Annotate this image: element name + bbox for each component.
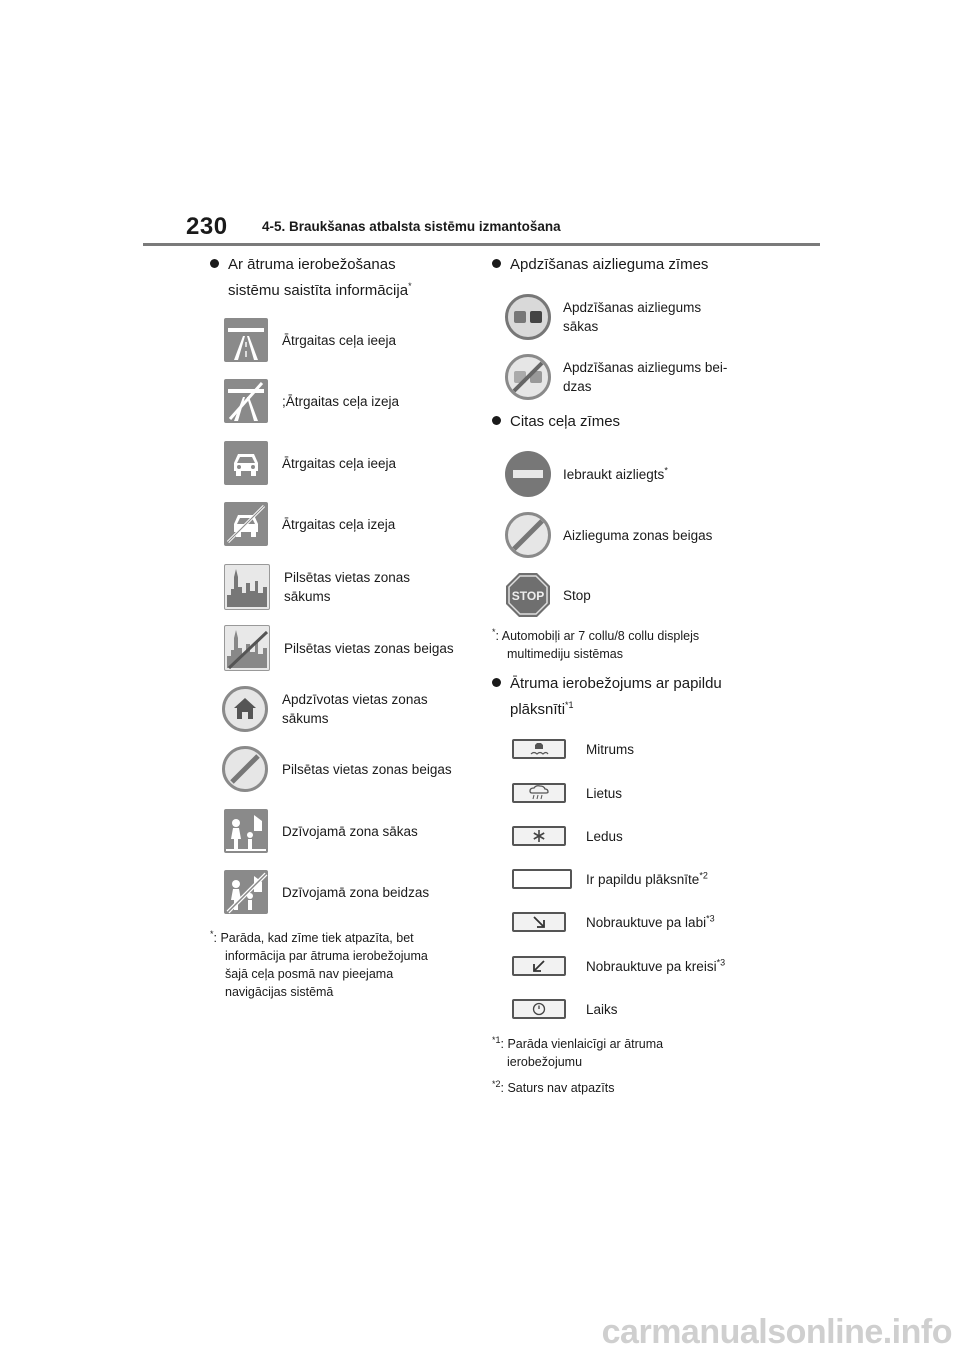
list-item	[224, 502, 395, 546]
motorway-exit-icon	[224, 379, 268, 423]
item-label: Dzīvojamā zona sākas	[282, 823, 418, 839]
list-item	[505, 354, 753, 400]
list-item	[224, 318, 396, 362]
item-label: Mitrums	[586, 741, 634, 757]
no-overtaking-end-icon	[505, 354, 551, 400]
list-item	[224, 564, 454, 610]
city-zone-end-icon	[224, 625, 270, 671]
list-item	[512, 826, 623, 846]
item-label: Nobrauktuve pa kreisi$^{*3}$	[586, 957, 726, 974]
rain-plate-icon	[512, 783, 566, 803]
other-signs-heading: Citas ceļa zīmes	[492, 409, 620, 435]
list-item	[505, 451, 668, 497]
plates-footnote-1: $^{*1}$: Parāda vienlaicīgi ar ātruma ierobežojumu	[492, 1034, 664, 1069]
wet-road-plate-icon	[512, 739, 566, 759]
svg-text:STOP: STOP	[511, 589, 545, 603]
item-label: ;Ātrgaitas ceļa izeja	[282, 393, 400, 409]
city-zone-start-icon	[224, 564, 270, 610]
expressway-entry-icon	[224, 441, 268, 485]
section-title: 4-5. Braukšanas atbalsta sistēmu izmantošana	[262, 219, 561, 234]
item-label: Pilsētas vietas zonas sākums	[284, 570, 411, 604]
stop-sign-icon	[505, 572, 551, 618]
item-label: Apdzīšanas aizliegums bei- dzas	[563, 360, 728, 394]
overtaking-heading: Apdzīšanas aizlieguma zīmes	[492, 252, 708, 278]
list-item	[512, 869, 708, 889]
item-label: Ātrgaitas ceļa izeja	[282, 516, 396, 532]
item-label: Pilsētas vietas zonas beigas	[284, 640, 454, 656]
list-item	[222, 686, 452, 732]
ice-plate-icon	[512, 826, 566, 846]
motorway-entry-icon	[224, 318, 268, 362]
list-item	[224, 809, 418, 853]
list-item	[224, 625, 454, 671]
item-label: Nobrauktuve pa labi$^{*3}$	[586, 913, 715, 930]
expressway-exit-icon	[224, 502, 268, 546]
list-item	[224, 441, 396, 485]
exit-right-plate-icon	[512, 912, 566, 932]
item-label: Ātrgaitas ceļa ieeja	[282, 455, 397, 471]
city-zone-end-round-icon	[222, 746, 268, 792]
plates-footnote-2: $^{*2}$: Saturs nav atpazīts	[492, 1078, 615, 1095]
list-item	[512, 912, 715, 932]
item-label: Aizlieguma zonas beigas	[563, 527, 713, 543]
list-item	[505, 294, 753, 340]
living-zone-end-icon	[224, 870, 268, 914]
bullet-icon	[492, 259, 501, 268]
list-item	[512, 999, 618, 1019]
left-footnote: *: Parāda, kad zīme tiek atpazīta, bet informācija par ātruma ierobežojuma šajā ceļa posmā nav pieejama navigācijas sistēmā	[210, 928, 428, 999]
residential-zone-start-icon	[222, 686, 268, 732]
list-item	[512, 739, 634, 759]
list-item	[512, 783, 622, 803]
blank-plate-icon	[512, 869, 572, 889]
item-label: Apdzīšanas aizliegums sākas	[563, 300, 702, 334]
item-label: Lietus	[586, 785, 623, 801]
list-item	[224, 379, 399, 423]
header-rule	[143, 243, 820, 246]
item-label: Stop	[563, 587, 591, 603]
list-item	[224, 870, 429, 914]
list-item	[505, 572, 591, 618]
other-signs-footnote: *: Automobiļi ar 7 collu/8 collu displejs multimediju sistēmas	[492, 626, 700, 661]
speed-info-heading: Ar ātruma ierobežošanas sistēmu saistīta informācija*	[210, 252, 470, 304]
item-label: Dzīvojamā zona beidzas	[282, 884, 430, 900]
item-label: Ātrgaitas ceļa ieeja	[282, 332, 397, 348]
bullet-icon	[492, 678, 501, 687]
watermark: carmanualsonline.info	[601, 1313, 952, 1351]
list-item	[222, 746, 452, 792]
living-zone-start-icon	[224, 809, 268, 853]
plates-heading: Ātruma ierobežojums ar papildu plāksnīti$^{*1}$	[492, 671, 762, 723]
exit-left-plate-icon	[512, 956, 566, 976]
no-overtaking-icon	[505, 294, 551, 340]
item-label: Apdzīvotas vietas zonas sākums	[282, 692, 428, 726]
item-label: Pilsētas vietas zonas beigas	[282, 761, 452, 777]
item-label: Ir papildu plāksnīte$^{*2}$	[586, 870, 708, 887]
bullet-icon	[210, 259, 219, 268]
bullet-icon	[492, 416, 501, 425]
no-entry-icon	[505, 451, 551, 497]
page-number: 230	[186, 213, 228, 240]
item-label: Ledus	[586, 828, 623, 844]
item-label: Laiks	[586, 1001, 618, 1017]
item-label: Iebraukt aizliegts*	[563, 465, 668, 482]
end-of-restriction-icon	[505, 512, 551, 558]
list-item	[512, 956, 725, 976]
list-item	[505, 512, 712, 558]
time-plate-icon	[512, 999, 566, 1019]
